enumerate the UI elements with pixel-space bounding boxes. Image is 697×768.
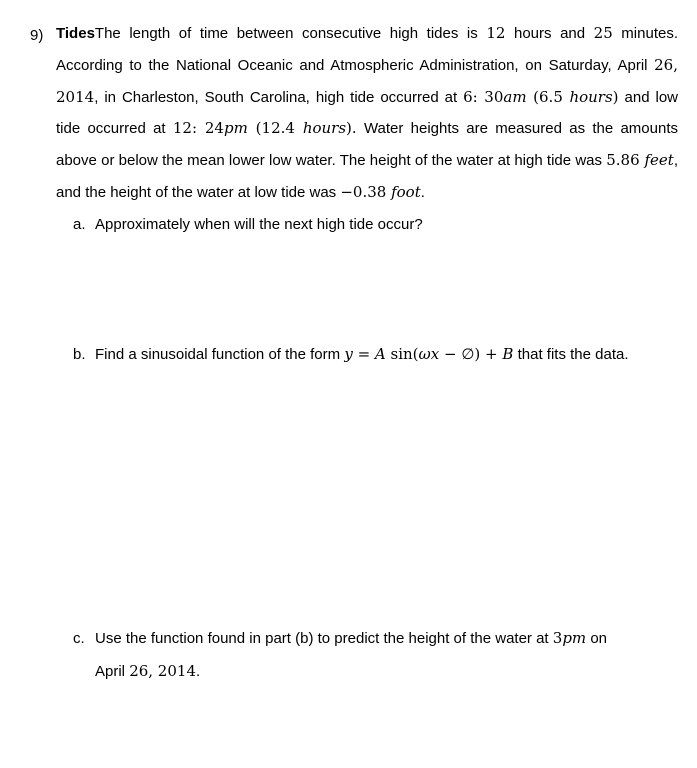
statement-text: minutes. According to the National Oceanic and Atmospheric Administration, on Saturday, April: [56, 25, 679, 74]
formula-operator: ) +: [474, 345, 503, 363]
statement-text: hours and: [505, 25, 594, 42]
statement-text: , in Charleston, South Carolina, high tide occurred at: [94, 88, 464, 106]
part-a: [73, 209, 673, 241]
math-value: (12.4: [247, 119, 303, 138]
math-value: 26, 2014: [129, 662, 196, 680]
math-value: ).: [346, 119, 357, 138]
part-c-text: Use the function found in part (b) to predict the height of the water at: [95, 630, 553, 647]
statement-text: .: [420, 183, 425, 201]
part-c-label: c.: [73, 630, 85, 647]
problem-statement: [56, 18, 678, 209]
statement-text: , and the height of the water at low tide was: [56, 152, 678, 201]
part-b: [73, 338, 673, 371]
math-value: hours: [302, 119, 347, 138]
part-c-text: .: [195, 663, 201, 680]
part-c-continuation: [73, 655, 673, 688]
math-value: 26, 2014: [56, 55, 678, 106]
math-value: pm: [562, 629, 587, 647]
math-value: 25: [593, 24, 613, 42]
formula-operator: =: [352, 345, 375, 363]
problem-title: Tides: [56, 25, 95, 42]
statement-text: Water heights are measured as the amounts above or below the mean lower low water. The height of the water at high tide was: [56, 120, 678, 170]
part-c: [73, 622, 673, 688]
part-a-text: Approximately when will the next high tide occur?: [95, 216, 423, 233]
math-value: 5.86: [606, 151, 645, 170]
part-a-label: a.: [73, 216, 86, 233]
statement-text: The length of time between consecutive high tides is: [94, 25, 487, 42]
problem-number: 9): [30, 27, 44, 44]
math-value: 6: 30: [463, 87, 504, 106]
statement-text: and low tide occurred at: [56, 88, 679, 138]
math-value: feet: [644, 151, 674, 170]
math-value: ): [612, 87, 619, 106]
part-b-label: b.: [73, 346, 86, 363]
math-value: hours: [569, 87, 613, 106]
math-value: (6.5: [526, 87, 570, 106]
formula-variable: ωx: [418, 345, 440, 363]
part-c-text: April: [95, 663, 130, 680]
formula-variable: y: [344, 345, 353, 363]
math-value: 3: [552, 629, 563, 647]
part-b-text: Find a sinusoidal function of the form: [95, 346, 345, 363]
math-value: foot: [391, 182, 421, 201]
formula-operator: −: [439, 345, 462, 363]
math-value: 12: 24: [172, 119, 224, 138]
math-value: am: [503, 87, 527, 106]
formula-variable: ∅: [461, 345, 475, 363]
formula-variable: B: [502, 345, 514, 363]
math-value: pm: [223, 119, 248, 138]
formula-function: sin(: [385, 345, 419, 363]
math-value: 12: [486, 24, 506, 42]
part-b-text: that fits the data.: [513, 346, 629, 363]
math-value: −0.38: [340, 182, 392, 201]
part-c-text: on: [586, 630, 608, 647]
formula-variable: A: [374, 345, 386, 363]
